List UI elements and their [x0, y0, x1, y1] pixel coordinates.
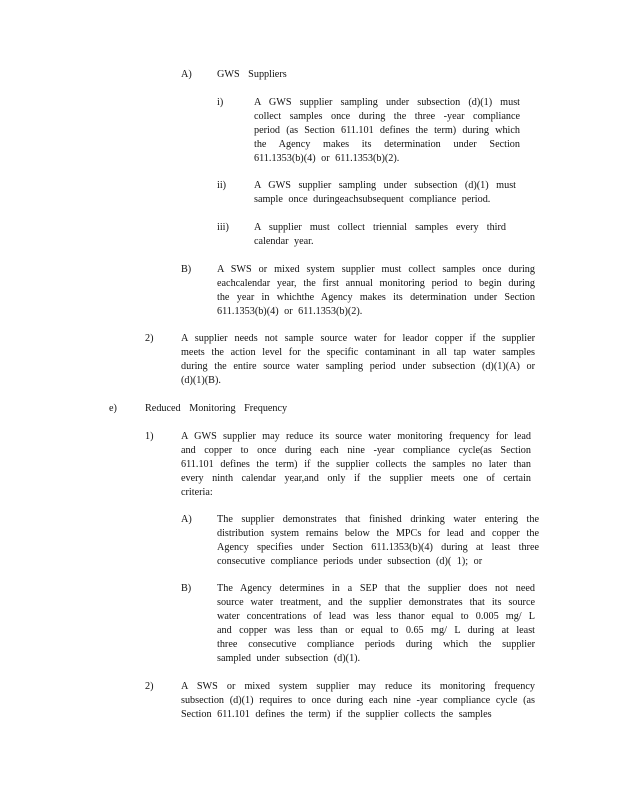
item-label: ii): [217, 180, 227, 191]
item-label: A): [181, 514, 192, 525]
paragraph: A SWS or mixed system supplier may reduce its monitoring frequency subsection (d)(1) requires to once during each nine -year compliance cycle (as Section 611.101 defines the term) if the supplier collects the samples: [181, 681, 535, 720]
paragraph: A GWS supplier may reduce its source water monitoring frequency for lead and copper to once during each nine -year compliance cycle(as Section 611.101 defines the term) if the supplier collects the samples no later than every ninth calendar year,and only if the supplier meets one of certain criteria:: [181, 431, 531, 498]
paragraph: A supplier needs not sample source water for leador copper if the supplier meets the action level for the specific contaminant in all tap water samples during the entire source water sampling period under subsection (d)(1)(A) or (d)(1)(B).: [181, 333, 535, 386]
item-label: 1): [145, 431, 154, 442]
item-label: B): [181, 583, 192, 594]
item-label: A): [181, 69, 192, 80]
paragraph: The supplier demonstrates that finished drinking water entering the distribution system remains below the MPCs for lead and copper the Agency specifies under Section 611.1353(b)(4) during at least three consecutive compliance periods under subsection (d)( 1); or: [217, 514, 539, 567]
paragraph: A GWS supplier sampling under subsection (d)(1) must sample once duringeachsubsequent compliance period.: [254, 180, 516, 205]
item-label: 2): [145, 681, 154, 692]
section-label: e): [109, 403, 117, 414]
paragraph: A GWS supplier sampling under subsection (d)(1) must collect samples once during the three -year compliance period (as Section 611.101 defines the term) during which the Agency makes its determination under Section 611.1353(b)(4) or 611.1353(b)(2).: [254, 97, 520, 164]
paragraph: A supplier must collect triennial samples every third calendar year.: [254, 222, 506, 247]
item-label: B): [181, 264, 192, 275]
item-label: i): [217, 97, 224, 108]
heading-reduced-monitoring: Reduced Monitoring Frequency: [145, 403, 288, 414]
paragraph: The Agency determines in a SEP that the supplier does not need source water treatment, and the supplier demonstrates that its source water concentrations of lead was less thanor equal to 0.005 mg/ L and copper was less than or equal to 0.65 mg/ L during at least three consecutive compliance periods during which the supplier sampled under subsection (d)(1).: [217, 583, 535, 664]
item-label: 2): [145, 333, 154, 344]
heading-gws-suppliers: GWS Suppliers: [217, 69, 287, 80]
item-label: iii): [217, 222, 229, 233]
paragraph: A SWS or mixed system supplier must collect samples once during eachcalendar year, the first annual monitoring period to begin during the year in whichthe Agency makes its determination under Section 611.1353(b)(4) or 611.1353(b)(2).: [217, 264, 535, 317]
